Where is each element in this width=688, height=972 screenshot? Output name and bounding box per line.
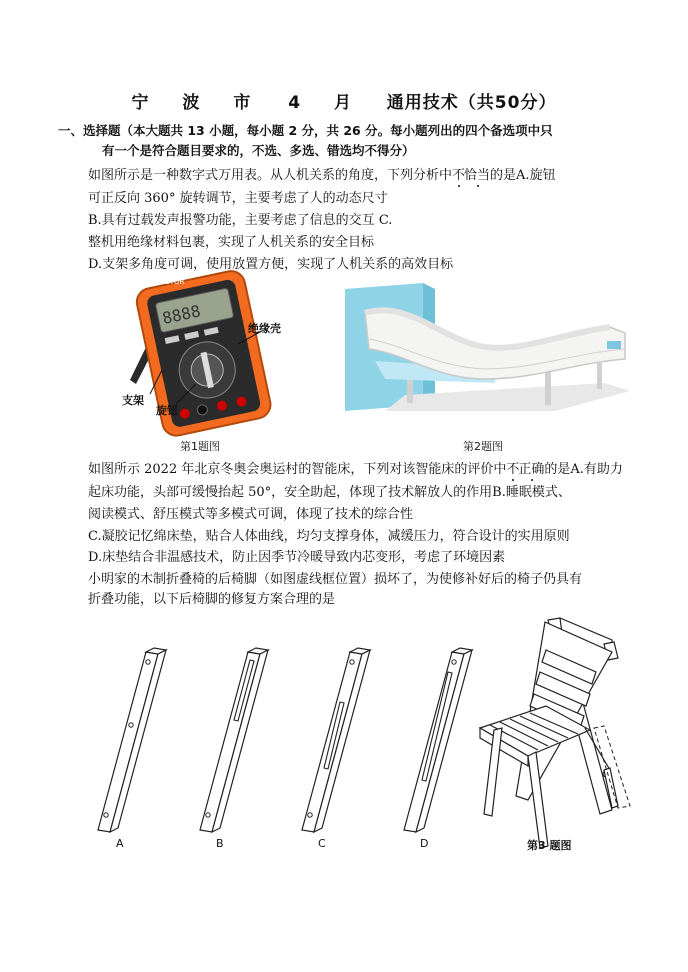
figure-3-caption: 第3 题图	[527, 839, 572, 852]
q2-emphasis-1: 不	[506, 462, 519, 477]
option-b-label: B	[216, 837, 224, 850]
figure-2	[345, 283, 635, 433]
q1-option-b: B.具有过载发声报警功能，主要考虑了信息的交互 C.	[88, 213, 393, 228]
q3-stem-line2: 折叠功能，以下后椅脚的修复方案合理的是	[88, 592, 336, 607]
q2-option-b: 阅读模式、舒压模式等多模式可调，体现了技术的综合性	[88, 507, 414, 522]
option-d-label: D	[420, 837, 429, 850]
svg-text:8888: 8888	[160, 301, 203, 328]
q2-option-a-start: 的是A.有助力	[544, 462, 623, 477]
q2-option-a: 起床功能，头部可缓慢抬起 50°，安全助起，体现了技术解放人的作用B.睡眠模式、	[88, 485, 571, 500]
q2-stem-text: 如图所示 2022 年北京冬奥会奥运村的智能床，下列对该智能床的评价中	[88, 462, 507, 477]
q1-option-a-start: 的是A.旋钮	[490, 168, 556, 183]
q1-option-a: 可正反向 360° 旋转调节，主要考虑了人的动态尺寸	[88, 191, 388, 206]
q1-option-d: D.支架多角度可调，使用放置方便，实现了人机关系的高效目标	[88, 257, 454, 272]
q1-stem-text: 如图所示是一种数字式万用表。从人机关系的角度，下列分析中	[88, 168, 453, 183]
q1-emphasis-2: 恰当	[464, 168, 491, 183]
figure-2-caption: 第2题图	[463, 440, 503, 453]
figure-1	[110, 270, 310, 440]
option-a-leg	[98, 648, 166, 832]
q1-stem	[88, 164, 556, 183]
label-knob: 旋钮	[156, 404, 178, 417]
figure-1-caption: 第1题图	[180, 440, 220, 453]
option-b-leg	[200, 648, 268, 832]
q1-option-c: 整机用绝缘材料包裹，实现了人机关系的安全目标	[88, 235, 375, 250]
option-d-leg	[404, 648, 472, 832]
q1-emphasis-1: 不	[452, 168, 465, 183]
smart-bed-image	[345, 283, 635, 433]
label-stand: 支架	[122, 394, 144, 407]
meter-brand: VICTOR	[158, 278, 185, 286]
option-c-leg	[302, 648, 370, 832]
multimeter-image	[110, 270, 310, 440]
title-month: 4 月	[288, 93, 365, 113]
q2-emphasis-2: 正确	[518, 462, 545, 477]
q2-option-d: D.床垫结合非温感技术，防止因季节冷暖导致内芯变形，考虑了环境因素	[88, 550, 506, 565]
section-heading-line2: 有一个是符合题目要求的，不选、多选、错选均不得分）	[102, 143, 415, 158]
title-city: 宁 波 市	[131, 93, 265, 113]
option-c-label: C	[318, 837, 326, 850]
q3-stem-line1: 小明家的木制折叠椅的后椅脚（如图虚线框位置）损坏了，为使修补好后的椅子仍具有	[88, 572, 583, 587]
option-a-label: A	[116, 837, 124, 850]
page-title	[0, 88, 688, 113]
title-subject: 通用技术（共50分）	[386, 93, 557, 113]
label-insulated-shell: 绝缘壳	[248, 322, 281, 335]
figure-3-drawings	[0, 610, 688, 930]
q2-option-c: C.凝胶记忆绵床垫，贴合人体曲线，均匀支撑身体，减缓压力，符合设计的实用原则	[88, 529, 570, 544]
folding-chair	[480, 618, 618, 848]
q2-stem	[88, 458, 623, 477]
section-heading-line1: 一、选择题（本大题共 13 小题，每小题 2 分，共 26 分。每小题列出的四个备选项中只	[58, 123, 553, 138]
